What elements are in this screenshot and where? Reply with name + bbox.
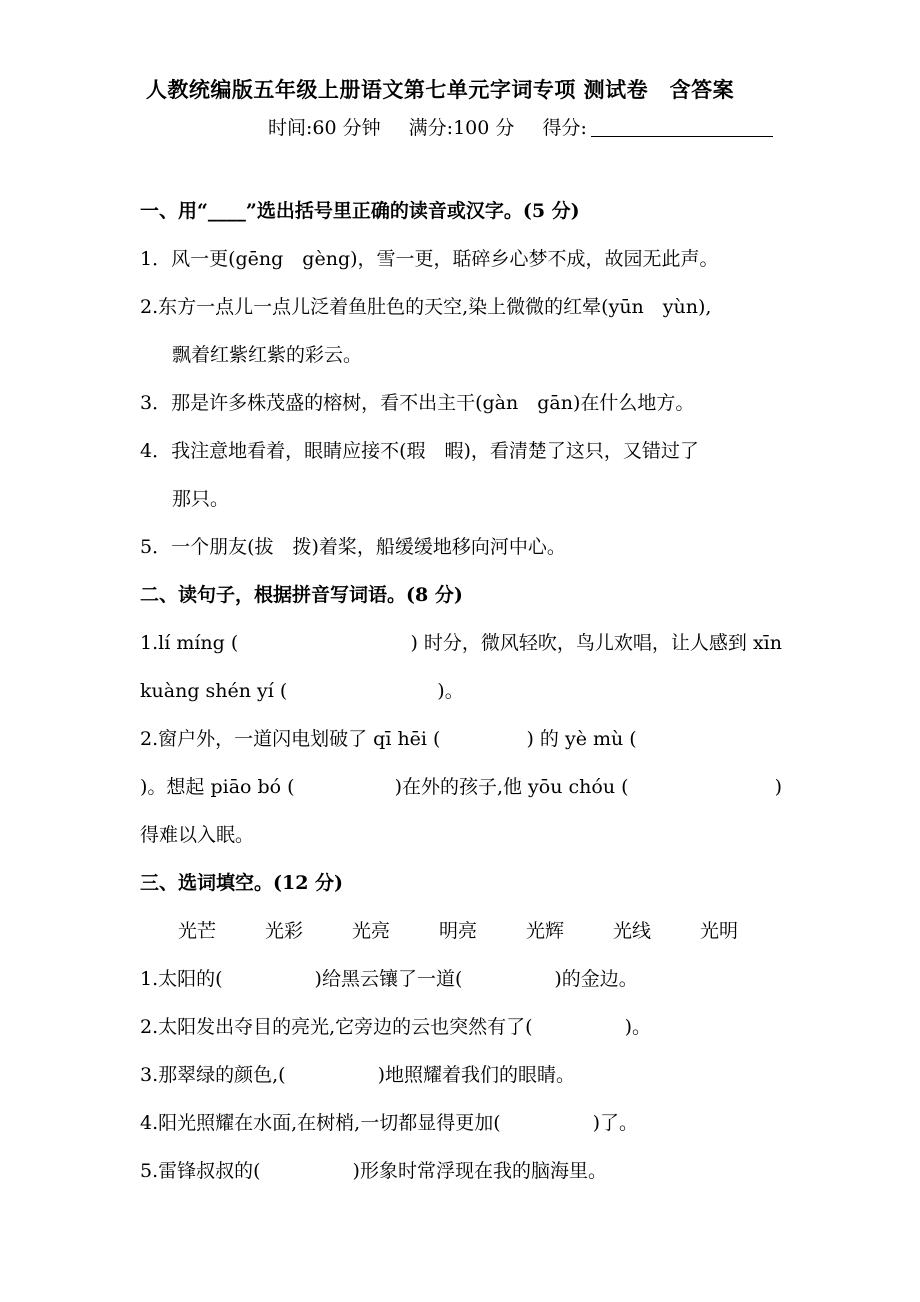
section2-q2-end: 得难以入眠。 [140,824,255,846]
word-bank [178,917,738,945]
section3-q1-part1: 1.太阳的( [140,968,223,990]
page-title: 人教统编版五年级上册语文第七单元字词专项 测试卷 含答案 [145,77,735,102]
section2-q1-part1: 1.lí míng ( [140,632,239,654]
section1-q4-cont: 那只。 [172,488,230,510]
section3-q2-part2: )。 [624,1016,652,1038]
section1-q2-cont: 飘着红紫红紫的彩云。 [172,344,363,366]
word-item: 光芒 [178,920,217,942]
section3-q4 [140,1109,782,1137]
section2-q2-cont [140,773,782,801]
section2-heading: 二、读句子，根据拼音写词语。(8 分) [140,584,463,606]
word-item: 光亮 [352,920,391,942]
word-item: 光辉 [526,920,565,942]
section2-q1-cont-part1: kuàng shén yí ( [140,680,288,702]
section1-q4: 4．我注意地看着，眼睛应接不(瑕 暇)，看清楚了这只，又错过了 [140,440,699,462]
section3-q1 [140,965,782,993]
word-item: 明亮 [439,920,478,942]
section3-q2 [140,1013,782,1041]
section3-heading: 三、选词填空。(12 分) [140,872,344,894]
section3-q5-part1: 5.雷锋叔叔的( [140,1160,261,1182]
section2-q2-part1: 2.窗户外，一道闪电划破了 qī hēi ( [140,728,441,750]
section2-q1 [140,629,782,657]
section1-q3: 3．那是许多株茂盛的榕树，看不出主干(gàn gān)在什么地方。 [140,392,695,414]
score-blank[interactable] [591,118,773,137]
word-item: 光彩 [265,920,304,942]
section1-q1: 1．风一更(gēng gèng)，雪一更，聒碎乡心梦不成，故园无此声。 [140,248,719,270]
section2-q1-cont-part2: )。 [437,680,464,702]
full-score: 满分:100 分 [408,117,515,139]
section3-q3-part2: )地照耀着我们的眼睛。 [377,1064,576,1086]
section1-q2: 2.东方一点儿一点儿泛着鱼肚色的天空,染上微微的红晕(yūn yùn), [140,296,712,318]
word-item: 光线 [613,920,652,942]
exam-meta [268,113,795,140]
time-limit: 时间:60 分钟 [268,117,381,139]
section2-q2-cont-part3: ) [774,776,782,798]
section1-heading: 一、用“____”选出括号里正确的读音或汉字。(5 分) [140,200,580,222]
section2-q2-part2: ) 的 yè mù ( [526,728,637,750]
section3-q3 [140,1061,782,1089]
section2-q2-cont-part1: )。想起 piāo bó ( [140,776,295,798]
word-item: 光明 [700,920,739,942]
section3-q1-part2: )给黑云镶了一道( [314,968,463,990]
section3-q5-part2: )形象时常浮现在我的脑海里。 [352,1160,607,1182]
section3-q1-part3: )的金边。 [554,968,638,990]
section3-q5 [140,1157,782,1185]
section2-q2 [140,725,782,753]
score-label: 得分: [542,117,587,139]
section3-q2-part1: 2.太阳发出夺目的亮光,它旁边的云也突然有了( [140,1016,533,1038]
section2-q1-cont [140,677,782,705]
section2-q2-cont-part2: )在外的孩子,他 yōu chóu ( [394,776,629,798]
section3-q4-part1: 4.阳光照耀在水面,在树梢,一切都显得更加( [140,1112,501,1134]
section2-q1-part2: ) 时分，微风轻吹，鸟儿欢唱，让人感到 xīn [410,632,782,654]
section3-q3-part1: 3.那翠绿的颜色,( [140,1064,286,1086]
section1-q5: 5．一个朋友(拔 拨)着桨，船缓缓地移向河中心。 [140,536,566,558]
section3-q4-part2: )了。 [592,1112,639,1134]
